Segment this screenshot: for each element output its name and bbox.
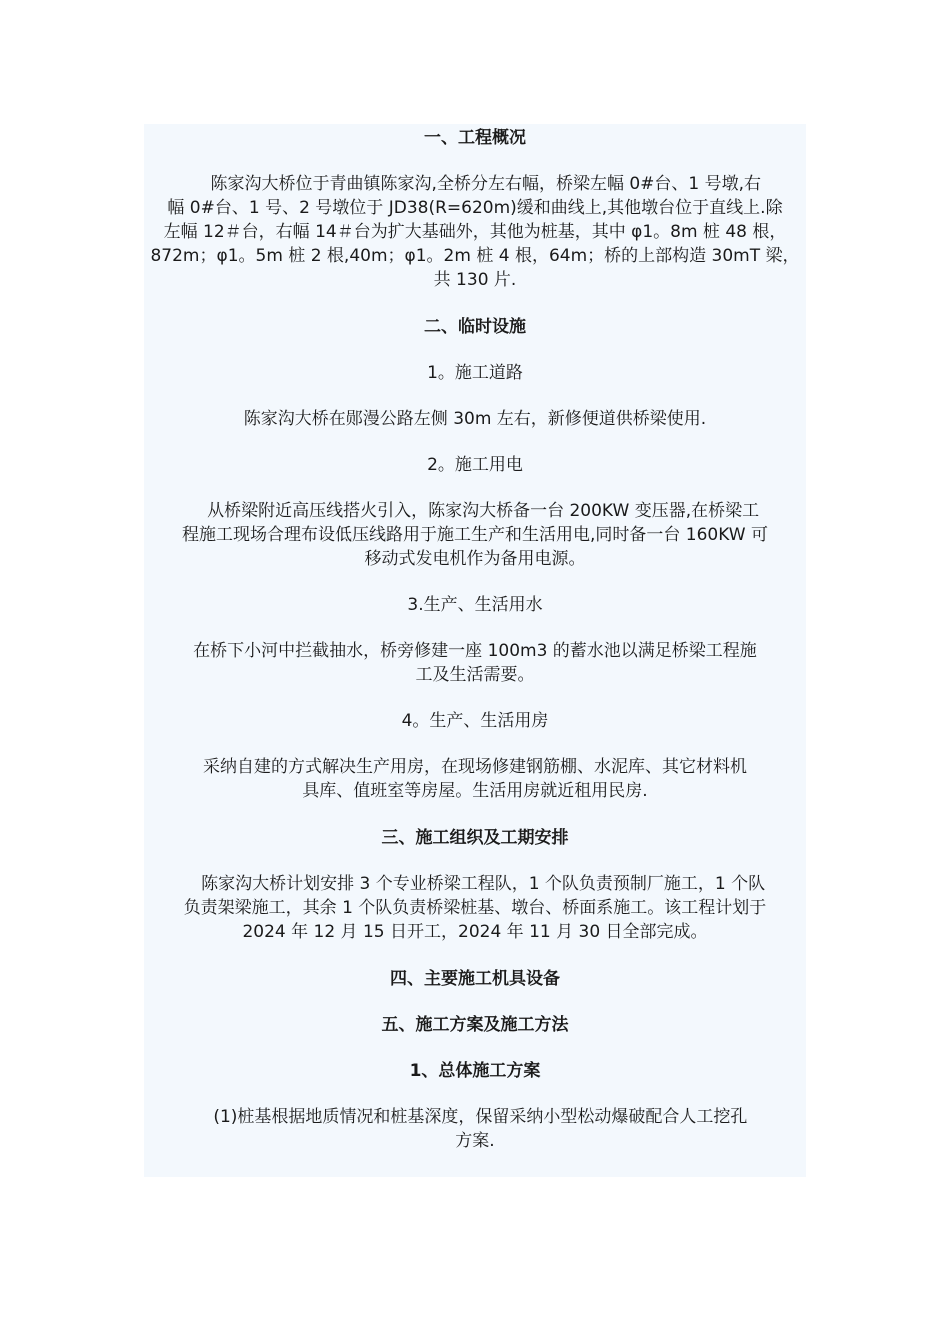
subsection-heading: 1、总体施工方案	[409, 1061, 541, 1081]
para-line: 具库、值班室等房屋。生活用房就近租用民房.	[302, 781, 648, 801]
para-line: 左幅 12＃台，右幅 14＃台为扩大基础外，其他为桩基，其中 φ1。8m 桩 48 根，	[163, 222, 787, 242]
section-heading-5: 五、施工方案及施工方法	[381, 1015, 569, 1035]
para-line: 陈家沟大桥在郧漫公路左侧 30m 左右，新修便道供桥梁使用.	[243, 409, 707, 429]
subsection-heading: 1。施工道路	[427, 363, 523, 383]
subsection-heading: 3.生产、生活用水	[407, 595, 543, 615]
para-line: 移动式发电机作为备用电源。	[364, 549, 586, 569]
para-line: 在桥下小河中拦截抽水，桥旁修建一座 100m3 的蓄水池以满足桥梁工程施	[193, 641, 757, 661]
para-line: 方案.	[455, 1131, 495, 1151]
para-line: 共 130 片.	[433, 270, 517, 290]
para-line: 负责架梁施工，其余 1 个队负责桥梁桩基、墩台、桥面系施工。该工程计划于	[183, 898, 767, 918]
para-line: 工及生活需要。	[415, 665, 535, 685]
para-line: 从桥梁附近高压线搭火引入，陈家沟大桥备一台 200KW 变压器,在桥梁工	[190, 501, 760, 521]
para-line: 采纳自建的方式解决生产用房，在现场修建钢筋棚、水泥库、其它材料机	[203, 757, 747, 777]
para-line: 幅 0#台、1 号、2 号墩位于 JD38(R=620m)缓和曲线上,其他墩台位于直线上.除	[167, 198, 783, 218]
para-line: 872m；φ1。5m 桩 2 根,40m；φ1。2m 桩 4 根，64m；桥的上部构造 30mT 梁，	[150, 246, 800, 266]
document-body	[144, 124, 806, 1177]
para-line: 2024 年 12 月 15 日开工，2024 年 11 月 30 日全部完成。	[242, 922, 708, 942]
para-line: 陈家沟大桥计划安排 3 个专业桥梁工程队，1 个队负责预制厂施工，1 个队	[184, 874, 766, 894]
section-heading-4: 四、主要施工机具设备	[390, 969, 560, 989]
subsection-heading: 2。施工用电	[427, 455, 523, 475]
section-heading-2: 二、临时设施	[424, 317, 526, 337]
para-line: (1)桩基根据地质情况和桩基深度，保留采纳小型松动爆破配合人工挖孔	[202, 1107, 748, 1127]
section-heading-3: 三、施工组织及工期安排	[381, 828, 569, 848]
para-line: 程施工现场合理布设低压线路用于施工生产和生活用电,同时备一台 160KW 可	[181, 525, 768, 545]
section-heading-1: 一、工程概况	[424, 128, 526, 148]
subsection-heading: 4。生产、生活用房	[401, 711, 549, 731]
para-line: 陈家沟大桥位于青曲镇陈家沟,全桥分左右幅，桥梁左幅 0#台、1 号墩,右	[188, 174, 762, 194]
